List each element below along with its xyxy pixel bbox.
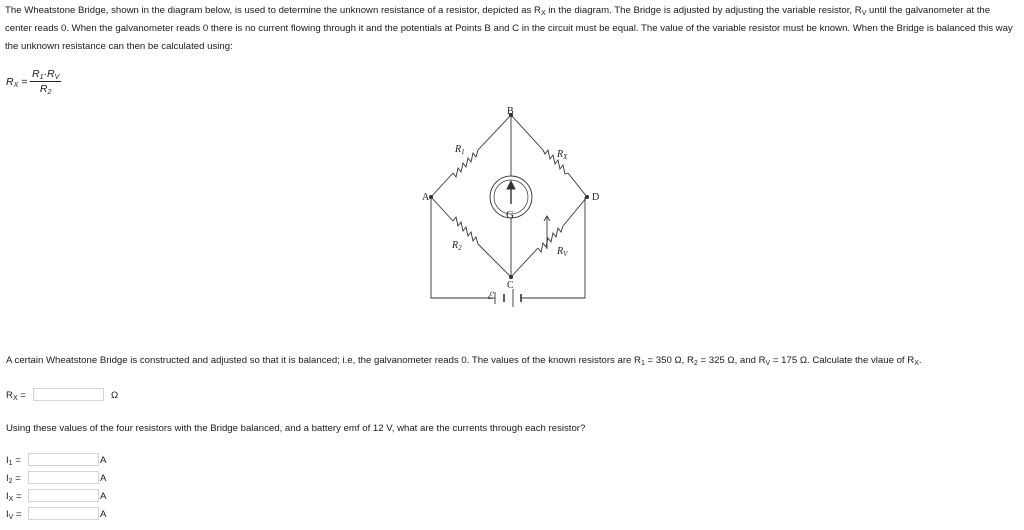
label-node-b: B bbox=[507, 106, 514, 117]
answer-label-i1: $I_1$ = bbox=[6, 455, 21, 467]
label-node-a: A bbox=[422, 192, 430, 203]
label-r1: $R_1$ bbox=[455, 144, 465, 156]
answer-label-ix: $I_X$ = bbox=[6, 491, 22, 503]
answer-unit-i2: A bbox=[100, 473, 107, 484]
answer-unit-i1: A bbox=[100, 455, 107, 466]
node-c-dot bbox=[509, 275, 512, 278]
label-r2: $R_2$ bbox=[452, 240, 462, 252]
iv-answer-input[interactable] bbox=[28, 507, 99, 520]
formula-denominator: $R_2$ bbox=[39, 83, 52, 96]
answer-label-rx: $R_X$ = bbox=[6, 390, 26, 402]
intro-paragraph: The Wheatstone Bridge, shown in the diagram below, is used to determine the unknown resistance of a resistor, depicted as $R_X$ in the diagram. The Bridge is adjusted by adjusting the variable resistor, $R_V$ until the galvanometer at the center reads 0. When the galvanometer reads 0 there is no current flowing through it and the potentials at Points B and C in the circuit must be equal. The value of the variable resistor must be known. When the Bridge is balanced this way the unknown resistance can then be calculated using: bbox=[5, 5, 1013, 52]
label-galvanometer: G bbox=[506, 209, 514, 221]
label-rv: $R_V$ bbox=[557, 246, 568, 258]
label-node-c: C bbox=[507, 280, 514, 291]
resistor-rv bbox=[511, 197, 587, 277]
i2-answer-input[interactable] bbox=[28, 471, 99, 484]
label-emf: ℰ bbox=[487, 291, 494, 302]
i1-answer-input[interactable] bbox=[28, 453, 99, 466]
formula-numerator: $R_1\cdot R_V$ bbox=[32, 68, 60, 81]
node-d-dot bbox=[585, 195, 588, 198]
answer-label-iv: $I_V$ = bbox=[6, 509, 22, 521]
answer-label-i2: $I_2$ = bbox=[6, 473, 21, 485]
label-rx: $R_X$ bbox=[557, 149, 568, 161]
node-a-dot bbox=[429, 195, 432, 198]
rx-answer-input[interactable] bbox=[33, 388, 104, 401]
question-calc-rx: A certain Wheatstone Bridge is constructed and adjusted so that it is balanced; i.e, the galvanometer reads 0. The values of the known resistors are $R_1 = 350$ Ω, $R_2 = 325$ Ω, and $R_V = 175$ Ω. Calculate the vlaue of $R_X$. bbox=[6, 355, 922, 367]
formula-fraction bbox=[30, 68, 61, 95]
wheatstone-bridge-diagram bbox=[420, 104, 610, 314]
answer-unit-rx: Ω bbox=[111, 390, 119, 401]
answer-unit-iv: A bbox=[100, 509, 107, 520]
label-node-d: D bbox=[592, 192, 600, 203]
answer-unit-ix: A bbox=[100, 491, 107, 502]
galvanometer bbox=[490, 115, 532, 277]
ix-answer-input[interactable] bbox=[28, 489, 99, 502]
question-currents: Using these values of the four resistors with the Bridge balanced, and a battery emf of 12 V, what are the currents through each resistor? bbox=[6, 423, 586, 434]
formula-lhs: $R_X$ = bbox=[6, 76, 28, 89]
